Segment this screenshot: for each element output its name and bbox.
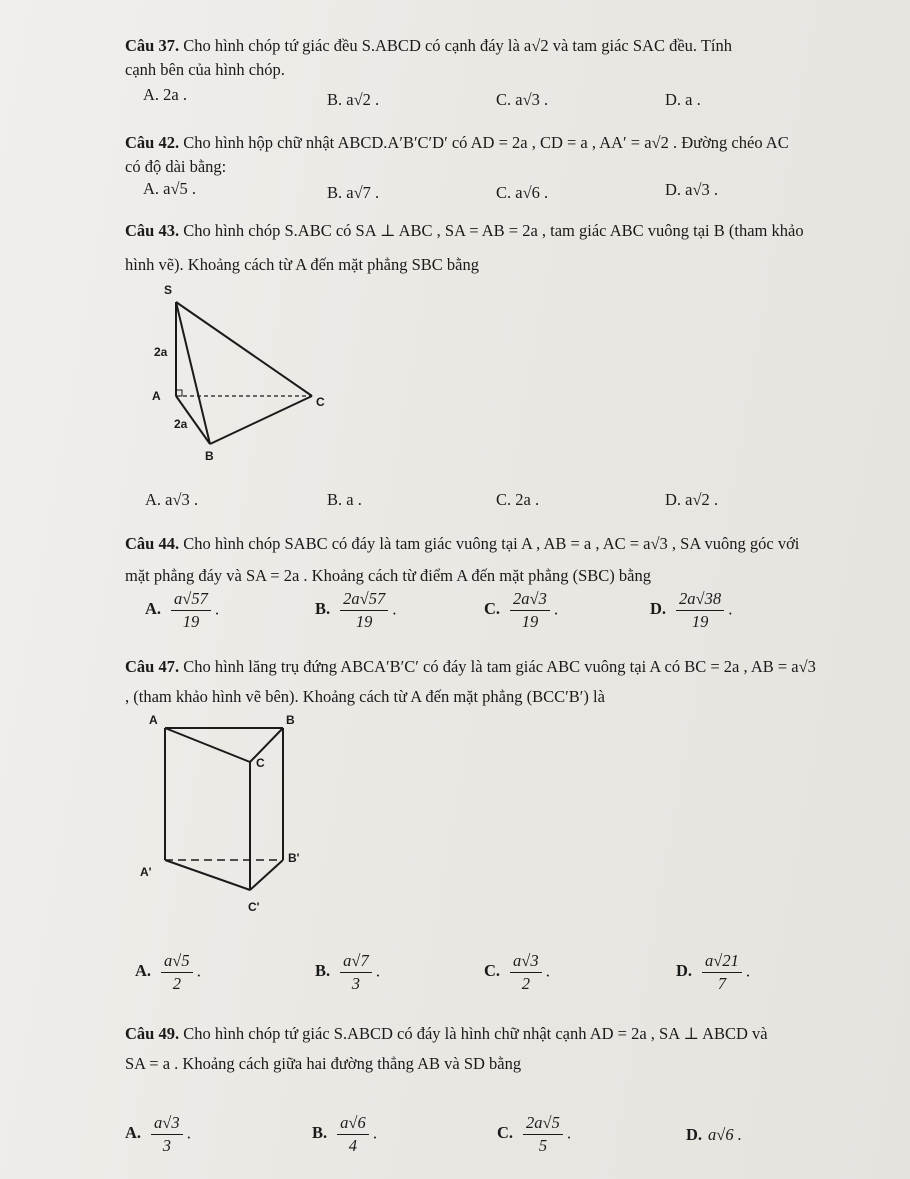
option-b[interactable]: B. a√2 .	[327, 90, 380, 109]
question-number: Câu 42.	[125, 133, 180, 152]
fraction	[340, 950, 372, 995]
denominator: 2	[172, 974, 181, 993]
numerator: a√3	[151, 1112, 183, 1135]
question-49	[125, 1022, 895, 1076]
edge-ac	[165, 728, 250, 762]
option-c[interactable]: C. $\frac{2a√3}{19}$ .	[484, 589, 559, 631]
denominator: 3	[351, 974, 361, 993]
label-sa: 2a	[154, 345, 168, 359]
question-text: Cho hình chóp S.ABC có SA ⊥ ABC , SA = AB = 2a , tam giác ABC vuông tại B (tham khảo	[183, 221, 804, 240]
label-b1: B'	[288, 851, 300, 865]
denominator: 7	[717, 974, 727, 993]
fraction	[337, 1112, 369, 1157]
option-b[interactable]: B. $\frac{2a√57}{19}$ .	[315, 589, 397, 631]
option-d[interactable]	[686, 1125, 742, 1145]
option-letter: D.	[686, 1125, 703, 1144]
question-text-cont: SA = a . Khoảng cách giữa hai đường thẳng AB và SD bằng	[125, 1054, 522, 1073]
numerator: 2a√3	[510, 588, 550, 611]
denominator: 19	[182, 612, 200, 631]
option-a[interactable]: A. a√5 .	[143, 179, 197, 198]
question-text: Cho hình chóp SABC có đáy là tam giác vuông tại A , AB = a , AC = a√3 , SA vuông góc với	[183, 534, 800, 553]
fraction	[702, 950, 742, 995]
option-b[interactable]: B. $\frac{a√6}{4}$ .	[312, 1113, 377, 1155]
question-43	[125, 219, 895, 277]
label-b: B	[205, 449, 214, 463]
question-text-cont: , (tham khảo hình vẽ bên). Khoảng cách từ A đến mặt phẳng (BCC′B′) là	[125, 687, 605, 706]
question-37	[125, 34, 895, 82]
question-text-cont: hình vẽ). Khoảng cách từ A đến mặt phẳng SBC bằng	[125, 255, 480, 274]
option-c[interactable]: C. a√3 .	[496, 90, 549, 109]
denominator: 19	[521, 612, 539, 631]
fraction	[340, 588, 388, 633]
option-value: a√6 .	[708, 1125, 742, 1144]
option-b[interactable]: B. a√7 .	[327, 183, 380, 202]
label-b: B	[286, 713, 295, 727]
question-44	[125, 532, 895, 588]
question-text: Cho hình lăng trụ đứng ABCA′B′C′ có đáy là tam giác ABC vuông tại A có BC = 2a , AB = a√3	[183, 657, 816, 676]
question-text: Cho hình chóp tứ giác S.ABCD có đáy là hình chữ nhật cạnh AD = 2a , SA ⊥ ABCD và	[183, 1024, 768, 1043]
option-a[interactable]: A. 2a .	[143, 85, 187, 104]
option-letter: C.	[484, 599, 501, 619]
question-number: Câu 37.	[125, 36, 180, 55]
edge-bc	[210, 396, 312, 444]
option-letter: C.	[497, 1123, 514, 1143]
fraction	[510, 950, 542, 995]
prism-figure	[138, 708, 313, 918]
label-c: C	[256, 756, 265, 770]
numerator: a√6	[337, 1112, 369, 1135]
numerator: a√5	[161, 950, 193, 973]
option-letter: D.	[650, 599, 667, 619]
question-number: Câu 44.	[125, 534, 180, 553]
option-a[interactable]: A. a√3 .	[145, 490, 199, 509]
option-c[interactable]: C. a√6 .	[496, 183, 549, 202]
denominator: 4	[348, 1136, 358, 1155]
edge-bc	[250, 728, 283, 762]
option-letter: B.	[315, 961, 331, 981]
question-number: Câu 47.	[125, 657, 180, 676]
label-c: C	[316, 395, 325, 409]
option-letter: A.	[125, 1123, 142, 1143]
pyramid-figure	[140, 278, 340, 468]
numerator: a√7	[340, 950, 372, 973]
fraction	[161, 950, 193, 995]
label-ab: 2a	[174, 417, 188, 431]
question-42	[125, 131, 895, 179]
numerator: 2a√57	[340, 588, 388, 611]
numerator: 2a√5	[523, 1112, 563, 1135]
fraction	[171, 588, 211, 633]
edge-sc	[176, 302, 312, 396]
fraction	[510, 588, 550, 633]
option-letter: D.	[676, 961, 693, 981]
question-text: Cho hình chóp tứ giác đều S.ABCD có cạnh đáy là a√2 và tam giác SAC đều. Tính	[183, 36, 733, 55]
option-letter: B.	[315, 599, 331, 619]
question-text-cont: có độ dài bằng:	[125, 157, 227, 176]
option-letter: A.	[135, 961, 152, 981]
denominator: 19	[355, 612, 373, 631]
numerator: 2a√38	[676, 588, 724, 611]
edge-a1c1	[165, 860, 250, 890]
denominator: 3	[162, 1136, 171, 1155]
option-a[interactable]: A. $\frac{a√5}{2}$ .	[135, 951, 201, 993]
question-text-cont: cạnh bên của hình chóp.	[125, 60, 285, 79]
denominator: 5	[538, 1136, 548, 1155]
option-letter: C.	[484, 961, 501, 981]
option-d[interactable]: D. $\frac{a√21}{7}$ .	[676, 951, 751, 993]
option-c[interactable]: C. 2a .	[496, 490, 540, 509]
denominator: 19	[691, 612, 709, 631]
numerator: a√21	[702, 950, 742, 973]
question-text-cont: mặt phẳng đáy và SA = 2a . Khoảng cách từ điểm A đến mặt phẳng (SBC) bằng	[125, 566, 651, 585]
option-d[interactable]: D. $\frac{2a√38}{19}$ .	[650, 589, 733, 631]
numerator: a√3	[510, 950, 542, 973]
denominator: 2	[521, 974, 530, 993]
fraction	[151, 1112, 183, 1157]
fraction	[523, 1112, 563, 1157]
label-a: A	[152, 389, 161, 403]
fraction	[676, 588, 724, 633]
label-c1: C'	[248, 900, 260, 914]
option-b[interactable]: B. a .	[327, 490, 362, 509]
numerator: a√57	[171, 588, 211, 611]
option-d[interactable]: D. a .	[665, 90, 701, 109]
option-letter: B.	[312, 1123, 328, 1143]
option-a[interactable]: A. $\frac{a√57}{19}$ .	[145, 589, 220, 631]
option-b[interactable]: B. $\frac{a√7}{3}$ .	[315, 951, 380, 993]
option-letter: A.	[145, 599, 162, 619]
option-a[interactable]: A. $\frac{a√3}{3}$ .	[125, 1113, 191, 1155]
question-number: Câu 43.	[125, 221, 180, 240]
option-d[interactable]: D. a√3 .	[665, 180, 719, 199]
question-47	[125, 655, 895, 709]
label-a1: A'	[140, 865, 152, 879]
question-number: Câu 49.	[125, 1024, 180, 1043]
label-s: S	[164, 283, 173, 297]
question-text: Cho hình hộp chữ nhật ABCD.A′B′C′D′ có AD = 2a , CD = a , AA′ = a√2 . Đường chéo AC	[183, 133, 789, 152]
label-a: A	[149, 713, 158, 727]
option-c[interactable]: C. $\frac{2a√5}{5}$ .	[497, 1113, 572, 1155]
option-d[interactable]: D. a√2 .	[665, 490, 719, 509]
edge-c1b1	[250, 860, 283, 890]
option-c[interactable]: C. $\frac{a√3}{2}$ .	[484, 951, 550, 993]
